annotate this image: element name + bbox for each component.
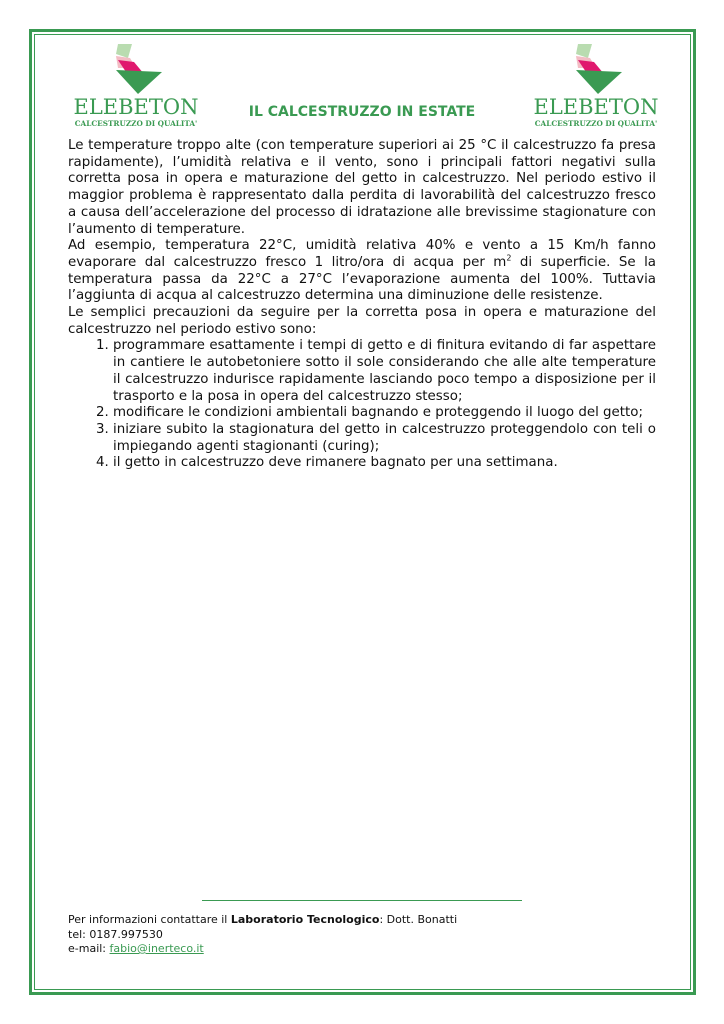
footer-phone: tel: 0187.997530	[68, 927, 163, 941]
list-item: 2. modificare le condizioni ambientali bagnando e proteggendo il luogo del getto;	[113, 405, 656, 422]
footer-info-suffix: : Dott. Bonatti	[379, 913, 458, 926]
elebeton-logo-left	[66, 44, 206, 134]
paragraph-intro: Le temperature troppo alte (con temperature superiori ai 25 °C il calcestruzzo fa presa rapidamente), l’umidità relativa e il vento, sono i principali fattori negativi sulla corretta posa in opera e maturazione del getto in calcestruzzo. Nel periodo estivo il maggior problema è rappresentato dalla perdita di lavorabilità del calcestruzzo fresco a causa dell’accelerazione del processo di idratazione alle brevissime stagionature con l’aumento di temperature.	[68, 138, 656, 237]
footer-contact	[68, 913, 457, 957]
footer-info-prefix: Per informazioni contattare il	[68, 913, 231, 926]
footer-divider	[202, 900, 522, 901]
paragraph-example-part1: Ad esempio, temperatura 22°C, umidità relativa 40% e vento a 15 Km/h fanno evaporare dal calcestruzzo fresco 1 litro/ora di acqua per m	[68, 238, 656, 270]
logo-tagline: CALCESTRUZZO DI QUALITA'	[534, 119, 658, 128]
precautions-list	[68, 338, 656, 472]
paragraph-precautions: Le semplici precauzioni da seguire per la corretta posa in opera e maturazione del calcestruzzo nel periodo estivo sono:	[68, 305, 656, 337]
document-body	[68, 138, 656, 472]
list-item: 1. programmare esattamente i tempi di getto e di finitura evitando di far aspettare in cantiere le autobetoniere sotto il sole considerando che alle alte temperature il calcestruzzo indurisce rapidamente lasciando poco tempo a disposizione per il trasporto e la posa in opera del calcestruzzo stesso;	[113, 338, 656, 405]
footer-lab-name: Laboratorio Tecnologico	[230, 913, 380, 926]
document-title: IL CALCESTRUZZO IN ESTATE	[248, 104, 476, 120]
list-item: 3. iniziare subito la stagionatura del getto in calcestruzzo proteggendolo con teli o impiegando agenti stagionanti (curing);	[113, 422, 656, 455]
logo-arrows-icon	[108, 44, 164, 96]
logo-brand-name: ELEBETON	[73, 95, 199, 119]
elebeton-logo-right	[526, 44, 666, 134]
logo-tagline: CALCESTRUZZO DI QUALITA'	[74, 119, 198, 128]
footer-email-label: e-mail:	[68, 942, 110, 955]
paragraph-example	[68, 238, 656, 305]
footer-info-line	[68, 913, 457, 928]
logo-arrows-icon	[568, 44, 624, 96]
list-item: 4. il getto in calcestruzzo deve rimanere bagnato per una settimana.	[113, 455, 656, 472]
email-link[interactable]: fabio@inerteco.it	[109, 942, 204, 955]
logo-brand-name: ELEBETON	[533, 95, 659, 119]
footer-email-line	[68, 942, 457, 957]
paragraph-example-part2: di superficie. Se la temperatura passa da 22°C a 27°C l’evaporazione aumenta del 100%. Tuttavia l’aggiunta di acqua al calcestruzzo determina una diminuzione delle resistenze.	[68, 254, 656, 304]
superscript-squared: 2	[506, 253, 512, 263]
